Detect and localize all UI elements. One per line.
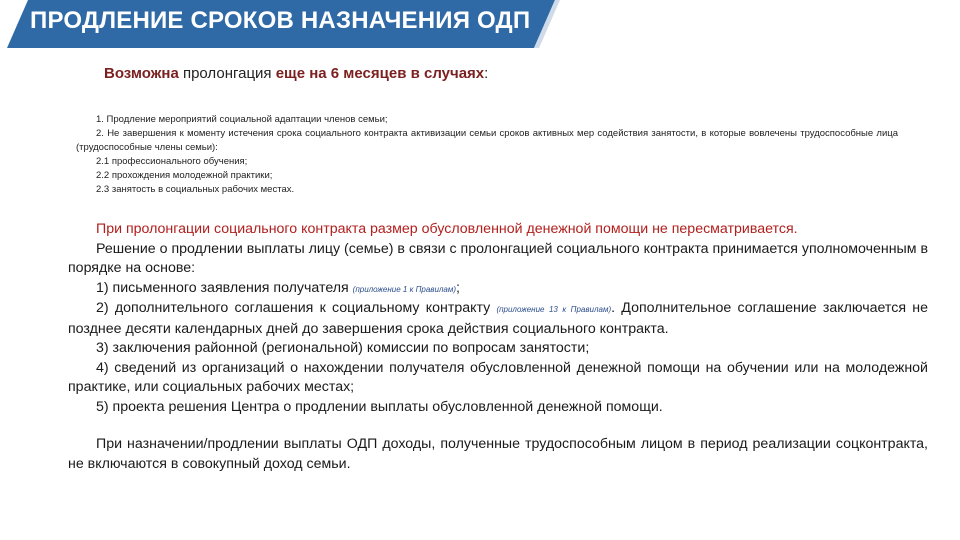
basis-end: . Дополнительное соглашение заключается не позднее десяти календарных дней до завершения срока действия социального контракта. (68, 300, 929, 337)
condition-item: 2.2 прохождения молодежной практики; (96, 170, 273, 181)
condition-item: 2.1 профессионального обучения; (96, 156, 248, 167)
appendix-note: (приложение 13 к Правилам) (496, 305, 612, 314)
intro-months: еще на 6 месяцев в случаях (275, 65, 485, 82)
income-paragraph: При назначении/продлении выплаты ОДП доходы, полученные трудоспособным лицом в период реализации соцконтракта, не включаются в совокупный доход семьи. (68, 436, 928, 472)
intro-prolongation: пролонгация (178, 65, 276, 82)
no-review-notice: При пролонгации социального контракта размер обусловленной денежной помощи не пересматривается. (96, 221, 798, 237)
extension-intro (104, 65, 488, 82)
spacer (68, 417, 928, 435)
condition-item: 1. Продление мероприятий социальной адаптации членов семьи; (96, 114, 388, 125)
intro-possible: Возможна (104, 65, 179, 82)
basis-text: 2) дополнительного соглашения к социальному контракту (96, 300, 491, 316)
basis-item-5: 5) проекта решения Центра о продлении выплаты обусловленной денежной помощи. (96, 398, 663, 415)
basis-item-2 (68, 299, 928, 339)
basis-text: 1) письменного заявления получателя (96, 279, 349, 296)
basis-item-1 (68, 279, 928, 300)
page-title: ПРОДЛЕНИЕ СРОКОВ НАЗНАЧЕНИЯ ОДП (30, 7, 531, 34)
basis-end: ; (456, 279, 460, 296)
intro-colon: : (484, 65, 489, 82)
title-banner (0, 0, 560, 48)
basis-item-3: 3) заключения районной (региональной) комиссии по вопросам занятости; (96, 340, 590, 356)
basis-item-4: 4) сведений из организаций о нахождении получателя обусловленной денежной помощи на обучении или на молодежной практике, или социальных рабочих местах; (68, 359, 928, 395)
main-text (68, 220, 928, 474)
appendix-note: (приложение 1 к Правилам) (352, 284, 456, 294)
condition-item: 2. Не завершения к моменту истечения срока социального контракта активизации семьи сроков активных мер содействия занятости, в которые вовлечены трудоспособные лица (трудоспособные члены семьи): (76, 128, 898, 153)
condition-item: 2.3 занятость в социальных рабочих местах. (96, 184, 295, 195)
conditions-list (76, 113, 898, 197)
decision-paragraph: Решение о продлении выплаты лицу (семье) в связи с пролонгацией социального контракта принимается уполномоченным в порядке на основе: (68, 240, 928, 276)
